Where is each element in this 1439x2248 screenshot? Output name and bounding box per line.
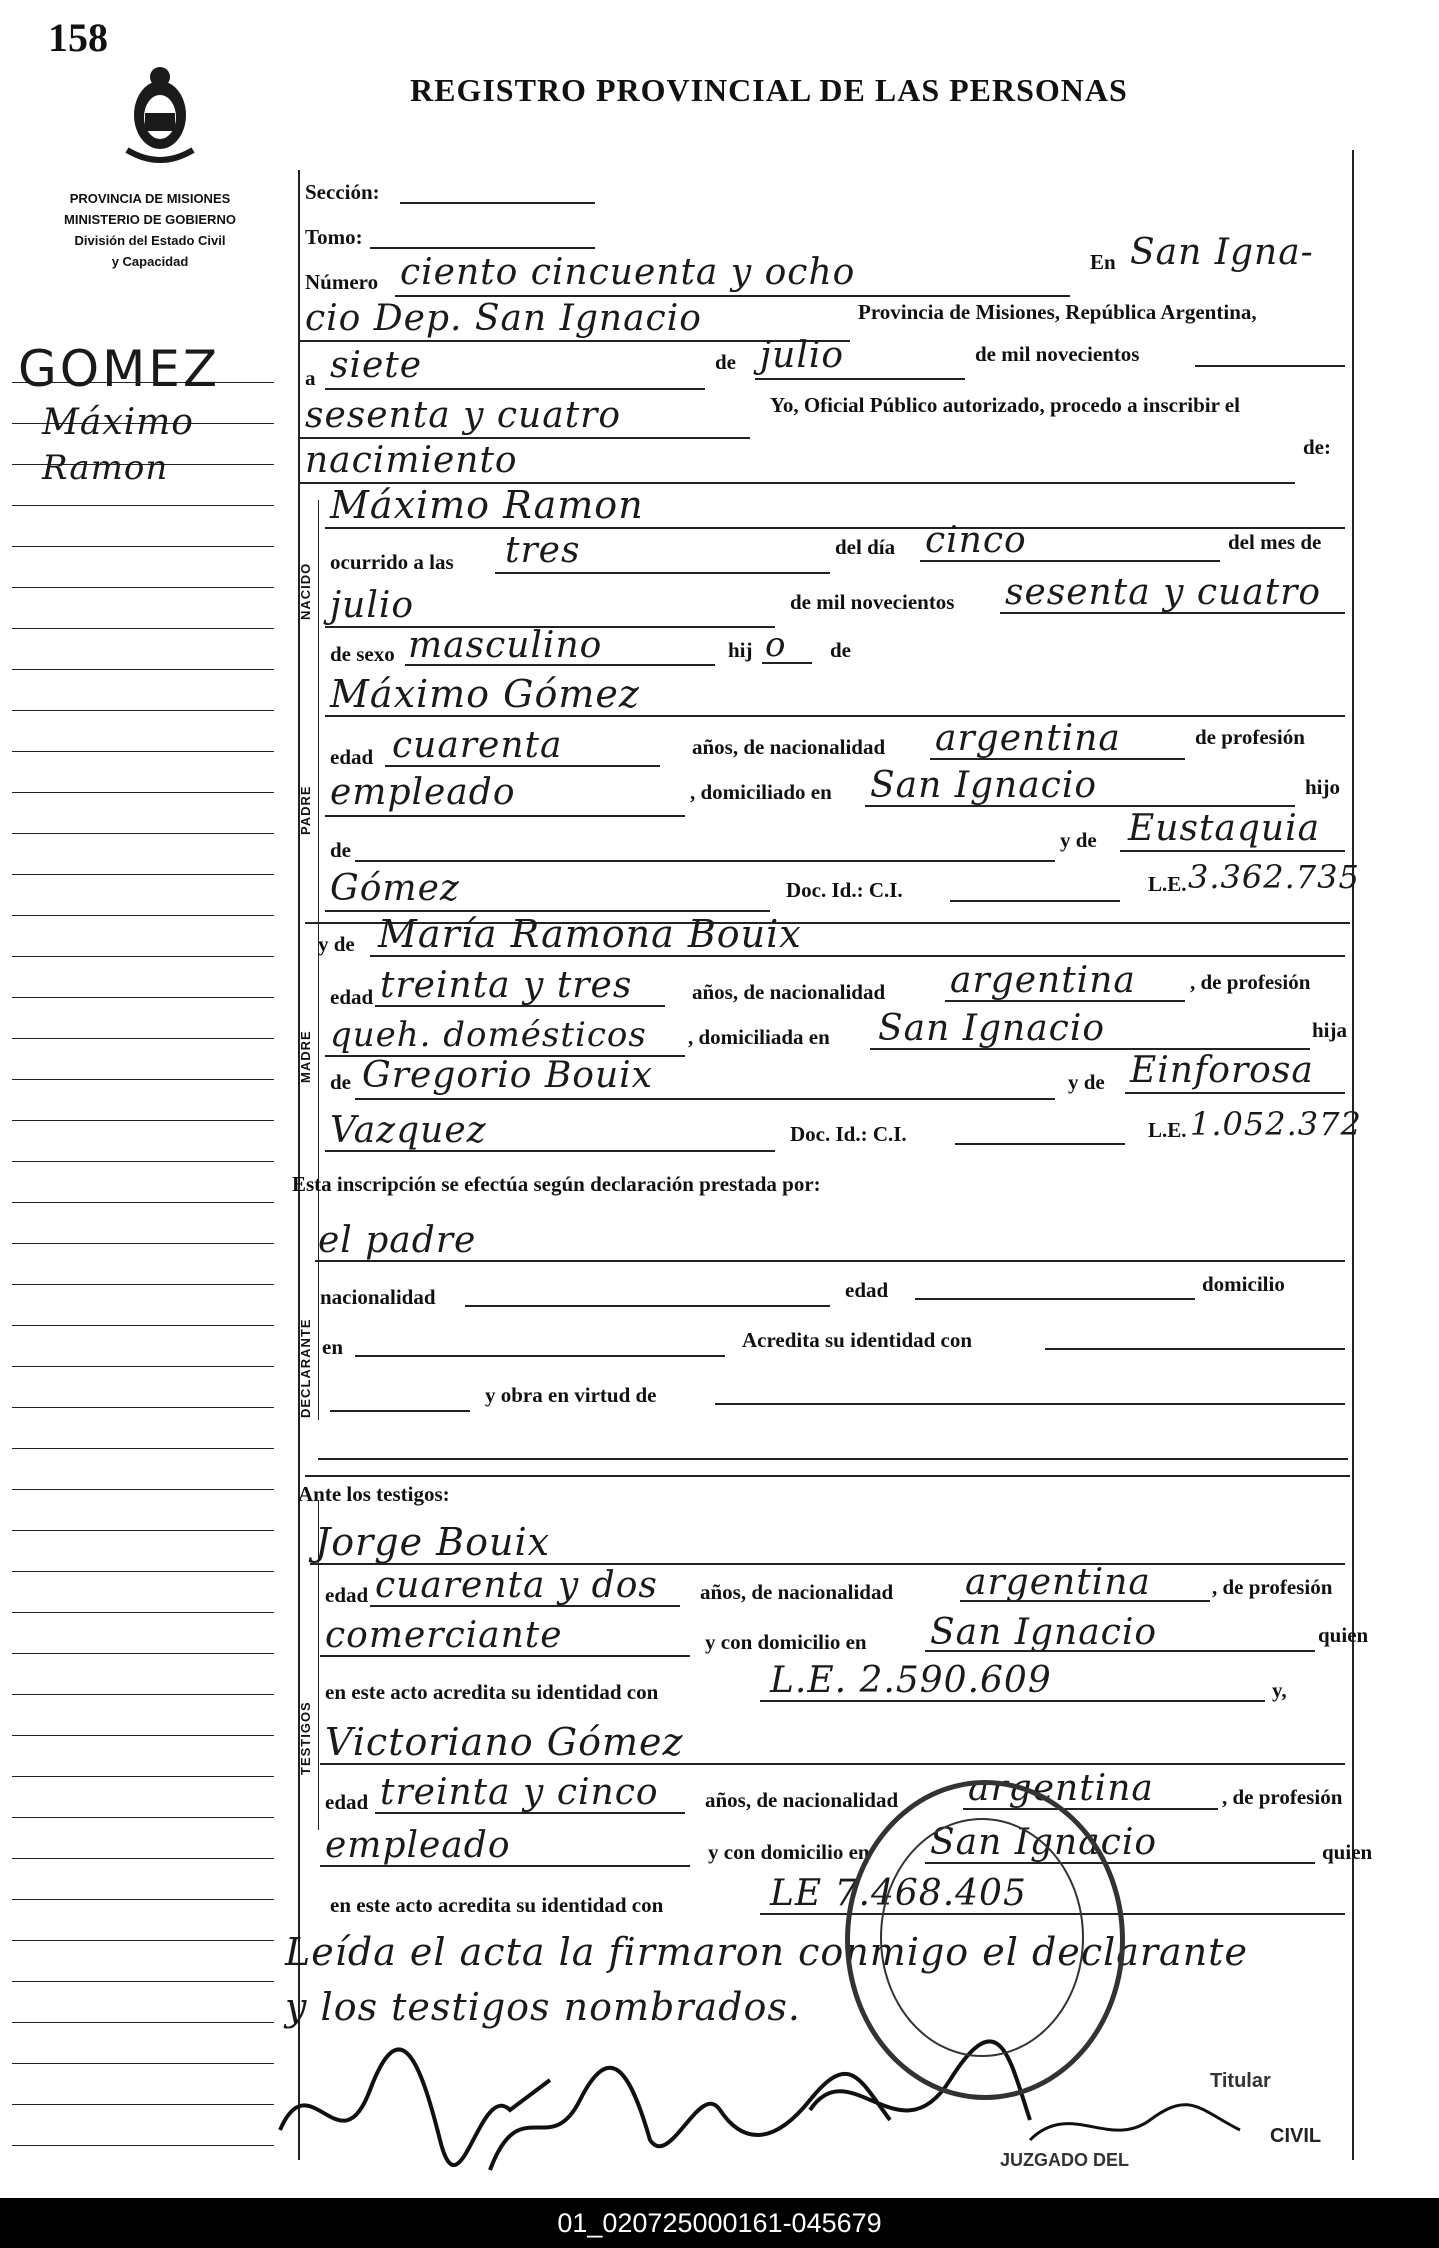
issuer-line: MINISTERIO DE GOBIERNO xyxy=(64,212,236,227)
tomo-line xyxy=(370,247,595,249)
testigo2-prof: empleado xyxy=(325,1825,511,1866)
madre-le-value: 1.052.372 xyxy=(1190,1105,1362,1143)
padre-mother-value: Eustaquia xyxy=(1128,808,1321,849)
section-label-declarante: DECLARANTE xyxy=(298,1318,313,1418)
day-line xyxy=(325,388,705,390)
madre-y-de-label: y de xyxy=(318,932,355,956)
padre-prof-value: empleado xyxy=(330,772,516,813)
padre-dom-value: San Ignacio xyxy=(870,765,1098,806)
oficial-text: Yo, Oficial Público autorizado, procedo a inscribir el xyxy=(770,393,1240,417)
madre-father-value: Gregorio Bouix xyxy=(362,1055,653,1096)
testigo1-nac-label: años, de nacionalidad xyxy=(700,1580,894,1604)
document-title: REGISTRO PROVINCIAL DE LAS PERSONAS xyxy=(410,72,1128,108)
header-issuer xyxy=(20,188,280,272)
declarante-nac-label: nacionalidad xyxy=(320,1285,436,1309)
section-label-nacido: NACIDO xyxy=(298,562,313,620)
mil-label: de mil novecientos xyxy=(790,590,955,614)
padre-prof-label: de profesión xyxy=(1195,725,1305,749)
padre-nac-value: argentina xyxy=(935,718,1121,759)
numero-line xyxy=(395,295,1070,297)
margin-rule-line xyxy=(12,915,274,916)
de-label: de xyxy=(830,638,851,662)
padre-doc-label: Doc. Id.: C.I. xyxy=(786,878,903,902)
padre-dom-line xyxy=(865,805,1295,807)
year-line xyxy=(300,437,750,439)
testigo1-edad-line xyxy=(370,1605,680,1607)
section-label-padre: PADRE xyxy=(298,785,313,835)
margin-rule-line xyxy=(12,1038,274,1039)
year-of-birth: sesenta y cuatro xyxy=(1005,572,1322,613)
declaracion-text: Esta inscripción se efectúa según declaración prestada por: xyxy=(292,1172,821,1196)
sexo-value: masculino xyxy=(408,625,603,666)
closing-line: Leída el acta la firmaron conmigo el declarante xyxy=(285,1930,1248,1974)
del-dia-label: del día xyxy=(835,535,896,559)
margin-rule-line xyxy=(12,1571,274,1572)
mil-line xyxy=(1195,365,1345,367)
declarante-blank-line xyxy=(318,1458,1348,1460)
madre-nac-value: argentina xyxy=(950,960,1136,1001)
declarante-obra-line xyxy=(715,1403,1345,1405)
mil-text: de mil novecientos xyxy=(975,342,1140,366)
a-label: a xyxy=(305,366,316,390)
margin-rule-line xyxy=(12,1079,274,1080)
testigo2-quien: quien xyxy=(1322,1840,1373,1864)
declarante-edad-label: edad xyxy=(845,1278,889,1302)
declarante-edad-line xyxy=(915,1298,1195,1300)
margin-rule-line xyxy=(12,1735,274,1736)
testigos-separator xyxy=(305,1475,1350,1477)
madre-hija-label: hija xyxy=(1312,1018,1348,1042)
year-value: sesenta y cuatro xyxy=(305,395,622,436)
testigo1-dom-line xyxy=(925,1650,1315,1652)
sexo-label: de sexo xyxy=(330,642,395,666)
document-id: 01_020725000161-045679 xyxy=(557,2208,882,2238)
testigo1-acredita-label: en este acto acredita su identidad con xyxy=(325,1680,659,1704)
acto-value: nacimiento xyxy=(305,440,518,481)
margin-rule-line xyxy=(12,1284,274,1285)
declarante-dom-label: domicilio xyxy=(1202,1272,1285,1296)
madre-prof-value: queh. domésticos xyxy=(330,1015,647,1055)
stamp-civil: CIVIL xyxy=(1270,2125,1322,2147)
month-value: julio xyxy=(760,335,845,376)
madre-le-label: L.E. xyxy=(1148,1118,1187,1142)
margin-surname: GOMEZ xyxy=(18,340,221,398)
testigo1-prof-label: , de profesión xyxy=(1212,1575,1333,1599)
tomo-label: Tomo: xyxy=(305,225,363,249)
declarante-nac-line xyxy=(465,1305,830,1307)
testigos-header: Ante los testigos: xyxy=(298,1482,450,1506)
official-seal-inner xyxy=(880,1818,1084,2057)
signature xyxy=(490,2068,890,2170)
declarante-acredita-line xyxy=(1045,1348,1345,1350)
del-mes-label: del mes de xyxy=(1228,530,1322,554)
hijo-line xyxy=(762,662,812,664)
margin-rule-line xyxy=(12,2145,274,2146)
margin-rule-line xyxy=(12,1202,274,1203)
provincia-text: Provincia de Misiones, República Argentina, xyxy=(858,300,1257,324)
testigo2-edad: treinta y cinco xyxy=(380,1772,659,1813)
margin-rule-line xyxy=(12,2063,274,2064)
section-label-madre: MADRE xyxy=(298,1030,313,1083)
testigo2-nac-label: años, de nacionalidad xyxy=(705,1788,899,1812)
testigo2-acredita-label: en este acto acredita su identidad con xyxy=(330,1893,664,1917)
issuer-line: y Capacidad xyxy=(111,254,189,269)
madre-dom-label: , domiciliada en xyxy=(688,1025,830,1049)
padre-le-label: L.E. xyxy=(1148,872,1187,896)
testigo2-nac: argentina xyxy=(968,1768,1154,1809)
declaracion-line xyxy=(315,1260,1345,1262)
margin-rule-line xyxy=(12,1776,274,1777)
en-label: En xyxy=(1090,250,1116,274)
testigo2-name-line xyxy=(320,1763,1345,1765)
madre-de-label: de xyxy=(330,1070,351,1094)
padre-name: Máximo Gómez xyxy=(330,672,640,716)
margin-rule-line xyxy=(12,1530,274,1531)
padre-de-line xyxy=(355,860,1055,862)
padre-de-label: de xyxy=(330,838,351,862)
de-label: de xyxy=(715,350,736,374)
declarante-en-line xyxy=(355,1355,725,1357)
day-value: siete xyxy=(330,345,423,386)
sexo-line xyxy=(405,664,715,666)
margin-rule-line xyxy=(12,833,274,834)
place-value: San Igna- xyxy=(1130,232,1314,273)
year-line xyxy=(1000,612,1345,614)
de-end: de: xyxy=(1303,435,1331,459)
testigo2-prof-line xyxy=(320,1865,690,1867)
margin-rule-line xyxy=(12,1366,274,1367)
margin-rule-line xyxy=(12,1899,274,1900)
madre-name: María Ramona Bouix xyxy=(378,912,802,956)
testigo1-doc-line xyxy=(760,1700,1265,1702)
hour-value: tres xyxy=(505,530,581,571)
padre-hijo-label: hijo xyxy=(1305,775,1341,799)
madre-mother-surname-line xyxy=(325,1150,775,1152)
testigo1-prof: comerciante xyxy=(325,1615,563,1656)
signatures xyxy=(250,2020,1350,2180)
testigo2-edad-line xyxy=(375,1812,685,1814)
madre-prof-label: , de profesión xyxy=(1190,970,1311,994)
margin-rule-line xyxy=(12,1612,274,1613)
month-of-birth: julio xyxy=(330,585,415,626)
padre-edad-line xyxy=(385,765,660,767)
stamp-juzgado: JUZGADO DEL xyxy=(1000,2150,1130,2170)
testigo1-nac-line xyxy=(960,1600,1210,1602)
nacido-name: Máximo Ramon xyxy=(330,483,644,527)
coat-of-arms-icon xyxy=(115,55,205,175)
day-of-birth: cinco xyxy=(925,520,1027,561)
padre-nac-line xyxy=(930,758,1185,760)
ocurrido-label: ocurrido a las xyxy=(330,550,454,574)
margin-rule-line xyxy=(12,1325,274,1326)
margin-rule-line xyxy=(12,2104,274,2105)
margin-rule-line xyxy=(12,1940,274,1941)
margin-given-name: Ramon xyxy=(42,448,169,488)
declarante-en-label: en xyxy=(322,1335,343,1359)
hijo-label: hij xyxy=(728,638,753,662)
margin-rule-line xyxy=(12,792,274,793)
madre-nac-label: años, de nacionalidad xyxy=(692,980,886,1004)
declaracion-value: el padre xyxy=(318,1220,477,1261)
margin-rule-line xyxy=(12,628,274,629)
madre-mother-surname: Vazquez xyxy=(330,1110,487,1151)
madre-y-de2-label: y de xyxy=(1068,1070,1105,1094)
page-number: 158 xyxy=(48,15,108,60)
section-divider xyxy=(318,500,319,1420)
margin-given-name: Máximo xyxy=(42,402,194,443)
margin-rule-line xyxy=(12,546,274,547)
madre-edad-label: edad xyxy=(330,985,374,1009)
testigo1-nac: argentina xyxy=(965,1562,1151,1603)
frame-left-border xyxy=(298,170,300,2160)
testigo1-edad-label: edad xyxy=(325,1583,369,1607)
testigo1-quien: quien xyxy=(1318,1623,1369,1647)
margin-rule-line xyxy=(12,587,274,588)
margin-rule-line xyxy=(12,751,274,752)
testigo2-edad-label: edad xyxy=(325,1790,369,1814)
padre-mother-line xyxy=(1120,850,1345,852)
madre-edad-line xyxy=(375,1005,665,1007)
testigo2-name: Victoriano Gómez xyxy=(325,1720,684,1764)
margin-rule-line xyxy=(12,1407,274,1408)
declarante-acredita-label: Acredita su identidad con xyxy=(742,1328,973,1352)
month-line xyxy=(755,378,965,380)
stamp-titular: Titular xyxy=(1210,2070,1271,2092)
margin-rule-line xyxy=(12,997,274,998)
testigo1-doc: L.E. 2.590.609 xyxy=(770,1660,1052,1701)
margin-rule-line xyxy=(12,1448,274,1449)
seccion-label: Sección: xyxy=(305,180,380,204)
padre-edad-value: cuarenta xyxy=(392,725,563,766)
madre-doc-label: Doc. Id.: C.I. xyxy=(790,1122,907,1146)
testigo1-name: Jorge Bouix xyxy=(315,1520,551,1564)
margin-rule-line xyxy=(12,710,274,711)
padre-nac-label: años, de nacionalidad xyxy=(692,735,886,759)
margin-rule-line xyxy=(12,669,274,670)
padre-prof-line xyxy=(325,815,685,817)
section-label-testigos: TESTIGOS xyxy=(298,1701,313,1775)
place-value: cio Dep. San Ignacio xyxy=(305,298,702,339)
madre-mother-line xyxy=(1125,1092,1345,1094)
signature xyxy=(1030,2105,1240,2140)
margin-rule-line xyxy=(12,1489,274,1490)
padre-mother-surname: Gómez xyxy=(330,868,460,909)
testigo1-dom: San Ignacio xyxy=(930,1612,1158,1653)
margin-rule-line xyxy=(12,1858,274,1859)
testigo1-end: y, xyxy=(1272,1678,1287,1702)
margin-rule-line xyxy=(12,2022,274,2023)
day-line xyxy=(920,560,1220,562)
madre-doc-line xyxy=(955,1143,1125,1145)
numero-label: Número xyxy=(305,270,379,294)
nacido-name-line xyxy=(325,527,1345,529)
margin-rule-line xyxy=(12,1120,274,1121)
margin-rule-line xyxy=(12,1817,274,1818)
madre-edad-value: treinta y tres xyxy=(380,965,633,1006)
seccion-line xyxy=(400,202,595,204)
testigo1-prof-line xyxy=(320,1655,690,1657)
margin-rule-line xyxy=(12,1653,274,1654)
madre-nac-line xyxy=(945,1000,1185,1002)
margin-rule-line xyxy=(12,1694,274,1695)
padre-edad-label: edad xyxy=(330,745,374,769)
padre-le-value: 3.362.735 xyxy=(1188,858,1360,896)
margin-rule-line xyxy=(12,1161,274,1162)
testigo1-dom-label: y con domicilio en xyxy=(705,1630,867,1654)
issuer-line: División del Estado Civil xyxy=(74,233,226,248)
madre-mother-value: Einforosa xyxy=(1130,1050,1314,1091)
margin-rule-line xyxy=(12,1243,274,1244)
madre-dom-value: San Ignacio xyxy=(878,1008,1106,1049)
madre-name-line xyxy=(370,955,1345,957)
margin-rule-line xyxy=(12,956,274,957)
padre-y-de-label: y de xyxy=(1060,828,1097,852)
declarante-obra-line xyxy=(330,1410,470,1412)
numero-value: ciento cincuenta y ocho xyxy=(400,252,856,293)
closing-line: y los testigos nombrados. xyxy=(285,1985,801,2029)
issuer-line: PROVINCIA DE MISIONES xyxy=(69,191,231,206)
margin-rule-line xyxy=(12,505,274,506)
testigo2-prof-label: , de profesión xyxy=(1222,1785,1343,1809)
padre-doc-line xyxy=(950,900,1120,902)
hour-line xyxy=(495,572,830,574)
hijo-suffix: o xyxy=(765,625,787,665)
padre-dom-label: , domiciliado en xyxy=(690,780,832,804)
madre-father-line xyxy=(355,1098,1055,1100)
padre-name-line xyxy=(325,715,1345,717)
testigo2-dom-label: y con domicilio en xyxy=(708,1840,870,1864)
margin-rule-line xyxy=(12,874,274,875)
testigo2-doc: LE 7.468.405 xyxy=(770,1873,1027,1914)
testigo1-edad: cuarenta y dos xyxy=(375,1565,658,1606)
testigo2-dom: San Ignacio xyxy=(930,1822,1158,1863)
signature xyxy=(280,2049,550,2165)
declarante-obra-label: y obra en virtud de xyxy=(485,1383,657,1407)
margin-rule-line xyxy=(12,1981,274,1982)
